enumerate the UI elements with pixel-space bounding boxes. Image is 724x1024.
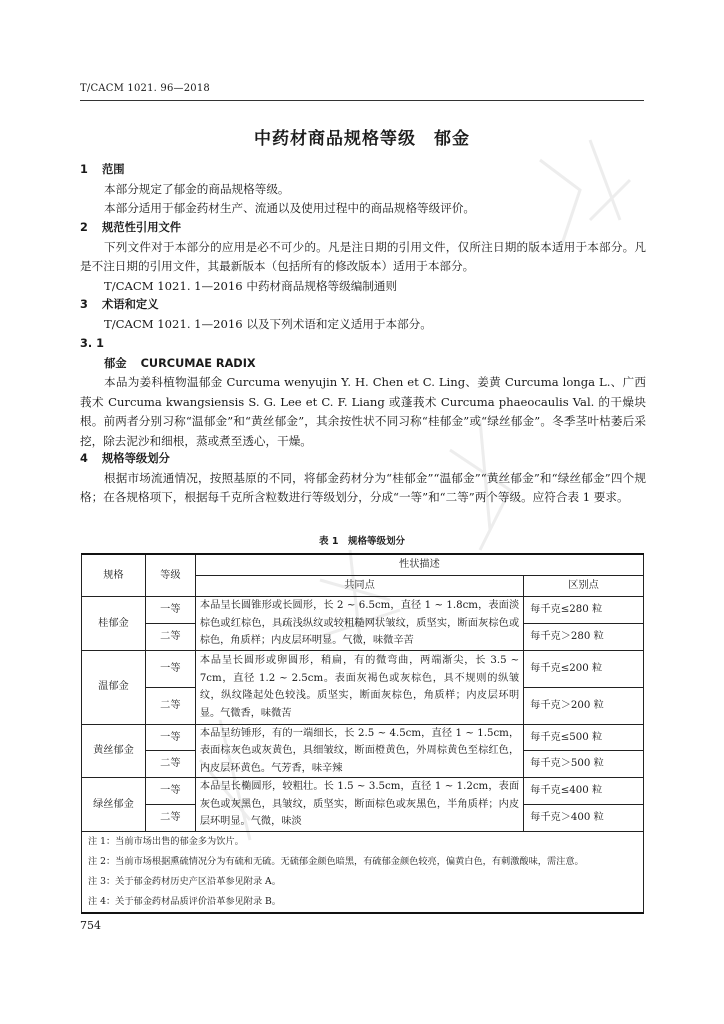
grade-cell: 一等 <box>145 650 195 687</box>
table-row <box>82 650 644 687</box>
table-row <box>82 724 644 751</box>
section-4 <box>80 449 646 508</box>
diff-cell: 每千克＞280 粒 <box>524 623 644 650</box>
paragraph: 本部分规定了郁金的商品规格等级。 <box>104 181 290 196</box>
section-3 <box>80 295 646 451</box>
section-heading: 2 规范性引用文件 <box>80 221 182 234</box>
table-note-row <box>82 892 644 913</box>
paragraph: 本部分适用于郁金药材生产、流通以及使用过程中的商品规格等级评价。 <box>104 201 476 215</box>
diff-cell: 每千克＞400 粒 <box>524 804 644 831</box>
common-cell: 本品呈长椭圆形，较粗壮。长 1.5 ~ 3.5cm，直径 1 ~ 1.2cm，表面灰色或灰黑色，具皱纹，质坚实，断面棕色或灰黑色，半角质样；内皮层环明显。气微，味淡 <box>195 778 523 832</box>
table-note-row <box>82 852 644 872</box>
spec-cell: 桂郁金 <box>82 597 146 651</box>
section-2 <box>80 218 646 296</box>
term-title: 郁金 CURCUMAE RADIX <box>104 356 256 370</box>
header-divider <box>80 100 644 101</box>
diff-cell: 每千克≤200 粒 <box>524 650 644 687</box>
spec-cell: 绿丝郁金 <box>82 778 146 832</box>
grade-cell: 二等 <box>145 751 195 778</box>
grade-cell: 一等 <box>145 778 195 805</box>
paragraph: 下列文件对于本部分的应用是必不可少的。凡是注日期的引用文件，仅所注日期的版本适用于本部分。凡是不注日期的引用文件，其最新版本（包括所有的修改版本）适用于本部分。 <box>80 239 646 273</box>
table-row <box>82 597 644 624</box>
grade-cell: 二等 <box>145 687 195 724</box>
page-title: 中药材商品规格等级 郁金 <box>254 129 470 149</box>
section-1 <box>80 160 646 219</box>
table-note-row <box>82 872 644 892</box>
header-spec: 规格 <box>82 554 146 597</box>
grade-table <box>81 553 644 914</box>
diff-cell: 每千克≤400 粒 <box>524 778 644 805</box>
paragraph: T/CACM 1021. 1—2016 中药材商品规格等级编制通则 <box>104 278 398 293</box>
paragraph: T/CACM 1021. 1—2016 以及下列术语和定义适用于本部分。 <box>104 316 432 331</box>
section-heading: 4 规格等级划分 <box>80 452 170 465</box>
section-heading: 1 范围 <box>80 163 125 176</box>
grade-cell: 一等 <box>145 597 195 624</box>
diff-cell: 每千克＞500 粒 <box>524 751 644 778</box>
header-diff: 区别点 <box>524 576 644 597</box>
spec-cell: 黄丝郁金 <box>82 724 146 778</box>
header-desc: 性状描述 <box>195 554 643 576</box>
header-grade: 等级 <box>145 554 195 597</box>
common-cell: 本品呈长圆形或卵圆形，稍扁，有的微弯曲，两端渐尖，长 3.5 ~ 7cm，直径 1.2 ~ 2.5cm。表面灰褐色或灰棕色，具不规则的纵皱纹，纵纹隆起处色较浅。质坚实，断面灰棕色，角质样；内皮层环明显。气微香，味微苦 <box>195 650 523 724</box>
diff-cell: 每千克≤280 粒 <box>524 597 644 624</box>
section-heading: 3 术语和定义 <box>80 298 159 311</box>
subsection-number: 3. 1 <box>80 337 104 350</box>
table-note: 注 1：当前市场出售的郁金多为饮片。 <box>82 831 644 852</box>
table-note: 注 2：当前市场根据熏硫情况分为有硫和无硫。无硫郁金颜色暗黑，有硫郁金颜色较亮，偏黄白色，有刺激酸味，需注意。 <box>82 852 644 872</box>
grade-cell: 一等 <box>145 724 195 751</box>
table-note: 注 3：关于郁金药材历史产区沿革参见附录 A。 <box>82 872 644 892</box>
table-note: 注 4：关于郁金药材品质评价沿革参见附录 B。 <box>82 892 644 913</box>
table-row <box>82 778 644 805</box>
definition: 本品为姜科植物温郁金 Curcuma wenyujin Y. H. Chen et C. Ling、姜黄 Curcuma longa L.、广西莪术 Curcuma kwangsiensis S. G. Lee et C. F. Liang 或蓬莪术 Curcuma phaeocaulis Val. 的干燥块根。前两者分别习称“温郁金”和“黄丝郁金”，其余按性状不同习称“桂郁金”或“绿丝郁金”。冬季茎叶枯萎后采挖，除去泥沙和细根，蒸或煮至透心，干燥。 <box>80 375 646 448</box>
grade-cell: 二等 <box>145 623 195 650</box>
table-header-row <box>82 554 644 576</box>
document-code: T/CACM 1021. 96—2018 <box>80 83 210 94</box>
header-common: 共同点 <box>195 576 523 597</box>
common-cell: 本品呈纺锤形，有的一端细长，长 2.5 ~ 4.5cm，直径 1 ~ 1.5cm，表面棕灰色或灰黄色，具细皱纹，断面橙黄色，外周棕黄色至棕红色，内皮层环黄色。气芳香，味辛辣 <box>195 724 523 778</box>
diff-cell: 每千克＞200 粒 <box>524 687 644 724</box>
common-cell: 本品呈长圆锥形或长圆形，长 2 ~ 6.5cm，直径 1 ~ 1.8cm，表面淡棕色或红棕色，具疏浅纵纹或较粗糙网状皱纹，质坚实，断面灰棕色或棕色，角质样；内皮层环明显。气微，味微辛苦 <box>195 597 523 651</box>
diff-cell: 每千克≤500 粒 <box>524 724 644 751</box>
grade-cell: 二等 <box>145 804 195 831</box>
table-note-row <box>82 831 644 852</box>
spec-cell: 温郁金 <box>82 650 146 724</box>
table-caption: 表 1 规格等级划分 <box>319 536 405 547</box>
paragraph: 根据市场流通情况，按照基原的不同，将郁金药材分为“桂郁金”“温郁金”“黄丝郁金”和“绿丝郁金”四个规格；在各规格项下，根据每千克所含粒数进行等级划分，分成“一等”和“二等”两个等级。应符合表 1 要求。 <box>80 470 646 504</box>
page-number: 754 <box>80 919 101 932</box>
